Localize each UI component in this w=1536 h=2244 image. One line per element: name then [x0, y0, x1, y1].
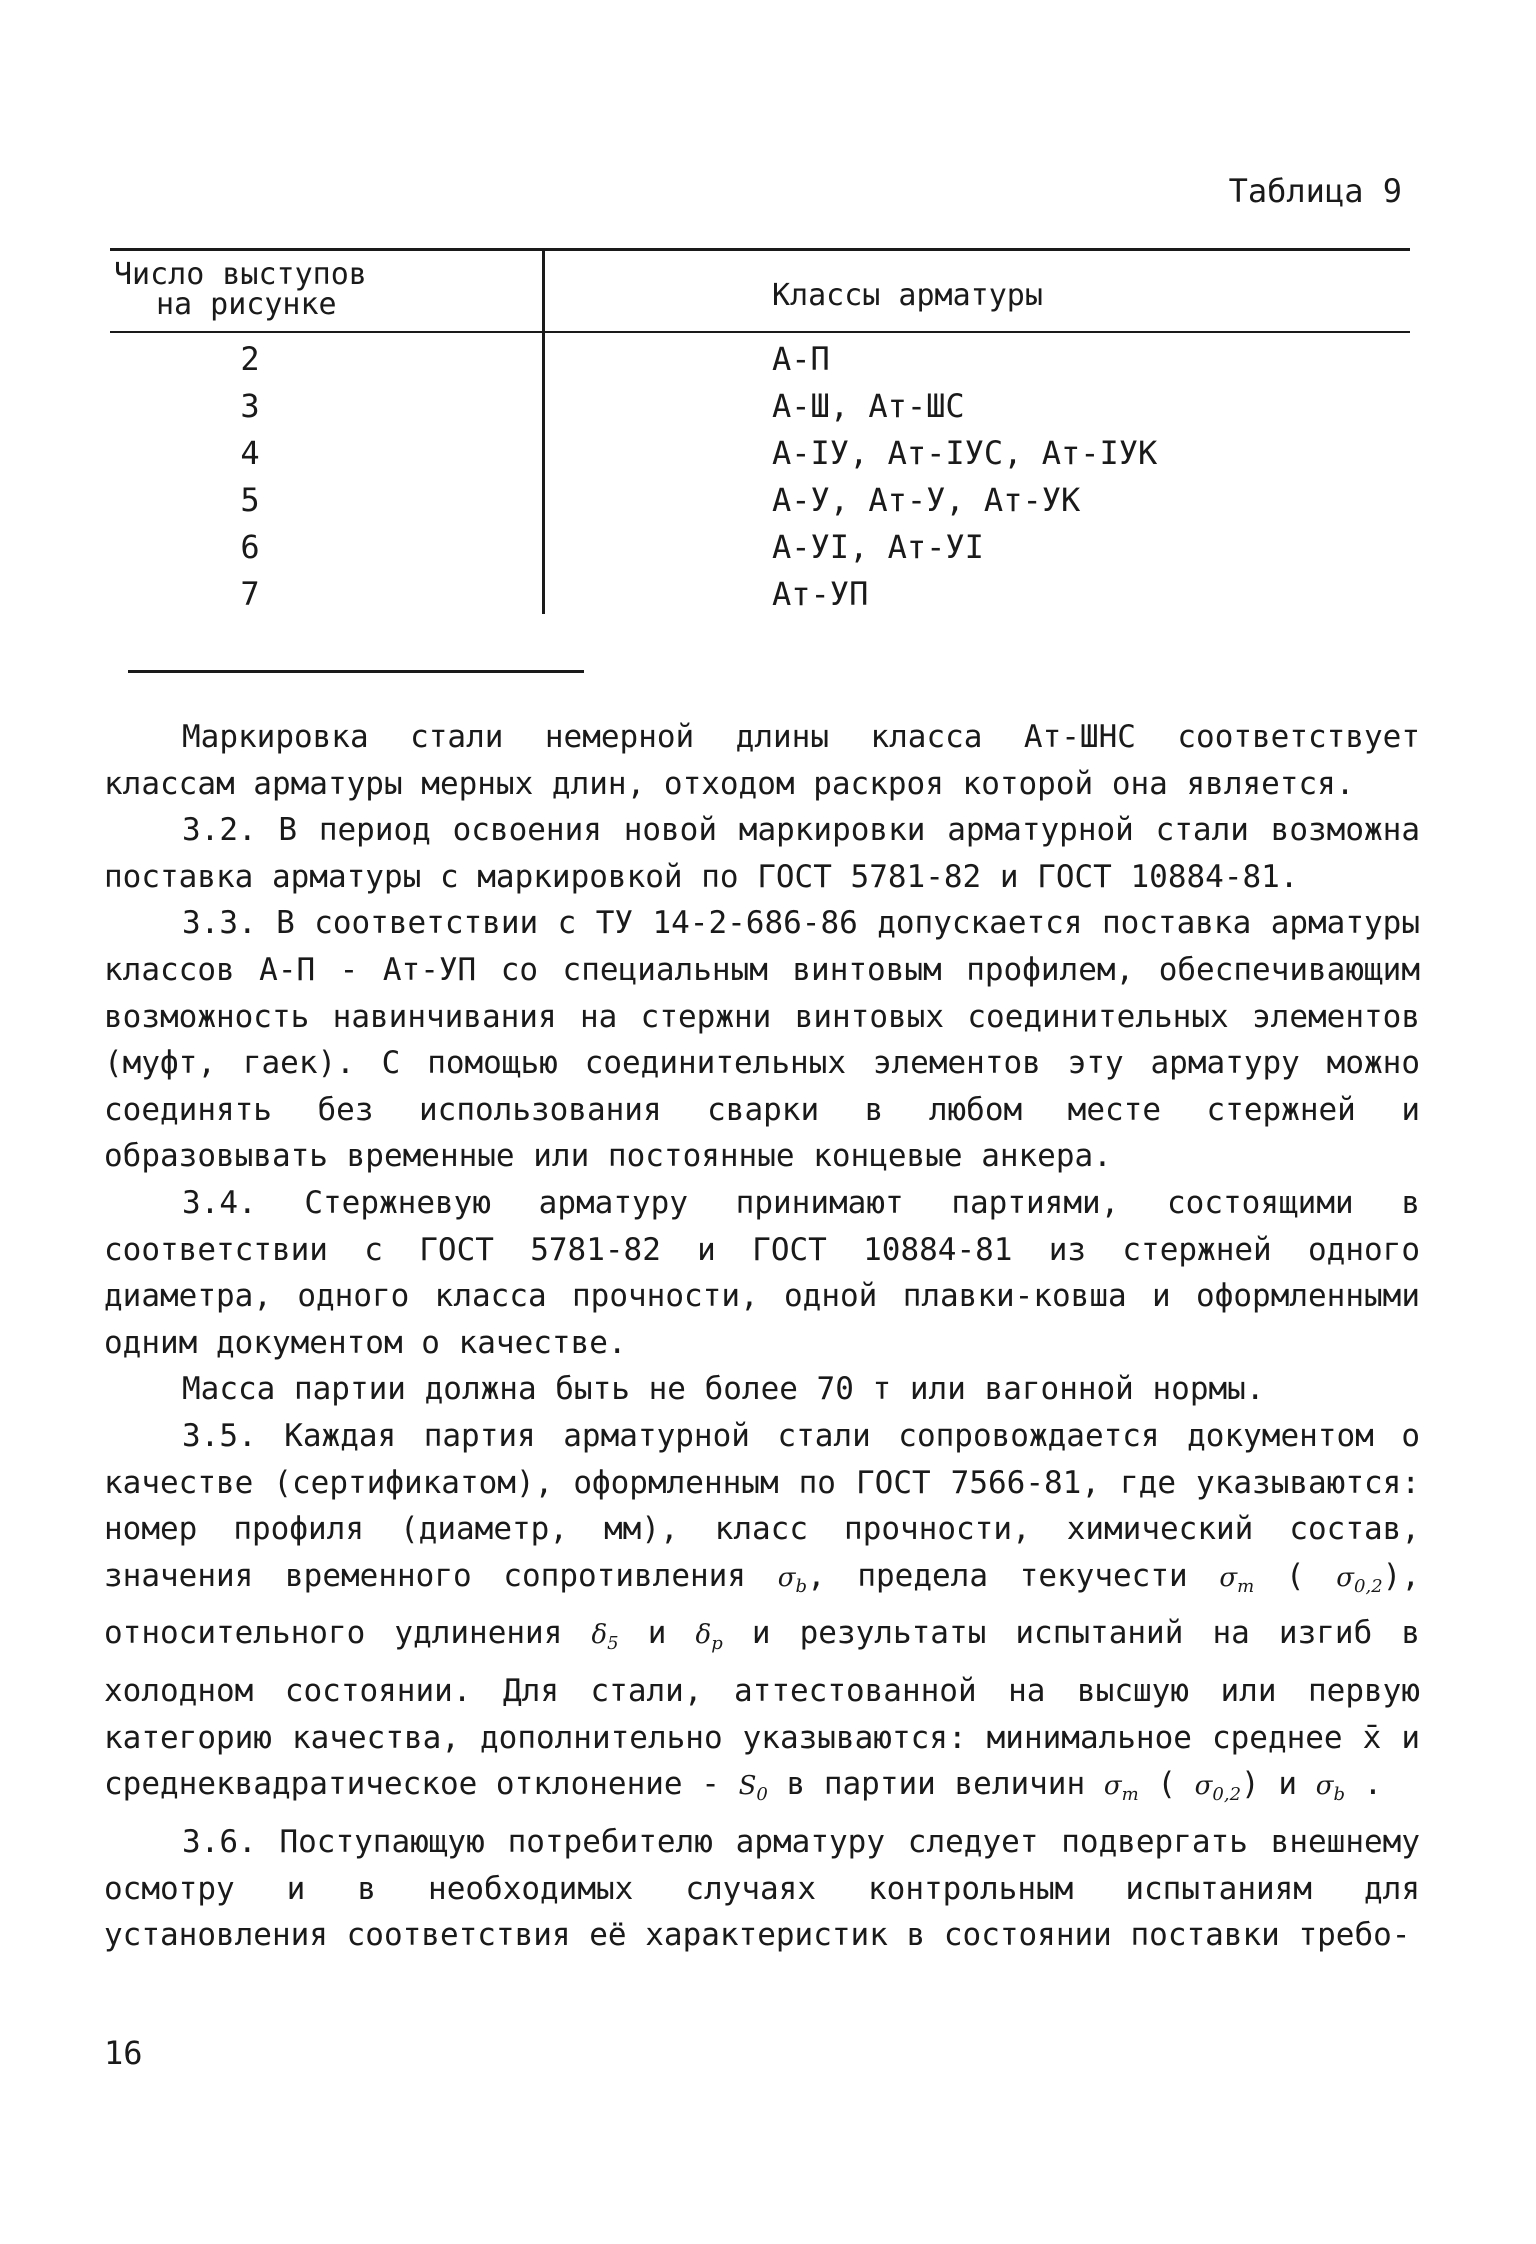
paragraph-marking: Маркировка стали немерной длины класса Ат-ШНС соответствует классам арматуры мерных длин, отходом раскроя которой она является. — [104, 719, 1420, 802]
sigma-02-symbol: $\sigma_{0,2}$ — [1336, 1562, 1383, 1597]
s-0-symbol: $S_0$ — [738, 1771, 768, 1806]
x-bar-symbol: x̄ — [1362, 1719, 1382, 1756]
paragraph-3-2: 3.2. В период освоения новой маркировки арматурной стали возможна поставка арматуры с маркировкой по ГОСТ 5781-82 и ГОСТ 10884-81. — [104, 812, 1420, 895]
paragraph-batch-mass: Масса партии должна быть не более 70 т или вагонной нормы. — [182, 1371, 1265, 1408]
col-header-protrusions: Число выступов на рисунке — [114, 257, 367, 322]
paragraph-3-3: 3.3. В соответствии с ТУ 14-2-686-86 допускается поставка арматуры классов А-П - Ат-УП со специальным винтовым профилем, обеспечивающим возможность навинчивания на стержни винтовых соединительных элементов (муфт, гаек). С помощью соединительных элементов эту арматуру можно соединять без использования сварки в любом месте стержней и образовывать временные или постоянные концевые анкера. — [104, 905, 1420, 1175]
table-row: 6 А-УI, Ат-УI — [240, 528, 984, 566]
sigma-02-symbol: $\sigma_{0,2}$ — [1194, 1771, 1242, 1806]
sigma-t-symbol: $\sigma_т$ — [1103, 1771, 1139, 1806]
delta-p-symbol: $\delta_р$ — [695, 1620, 723, 1655]
footnote-rule — [128, 670, 584, 673]
col-header-classes: Классы арматуры — [772, 278, 1043, 313]
sigma-b-symbol: $\sigma_b$ — [1315, 1771, 1345, 1806]
sigma-t-symbol: $\sigma_т$ — [1219, 1562, 1255, 1597]
table-row: 5 А-У, Ат-У, Ат-УК — [240, 481, 1081, 519]
table-top-rule — [110, 248, 1410, 251]
table-row: 7 Ат-УП — [240, 575, 869, 613]
table-row: 4 А-IУ, Ат-IУС, Ат-IУК — [240, 434, 1158, 472]
delta-5-symbol: $\delta_5$ — [591, 1620, 619, 1655]
body-text — [104, 714, 1420, 1959]
sigma-b-symbol: $\sigma_b$ — [777, 1562, 807, 1597]
table-row: 3 А-Ш, Ат-ШС — [240, 387, 965, 425]
table-caption: Таблица 9 — [1228, 172, 1402, 210]
table-row: 2 А-П — [240, 340, 830, 378]
classes-table — [110, 248, 1410, 620]
table-header-rule — [110, 331, 1410, 333]
paragraph-3-6: 3.6. Поступающую потребителю арматуру следует подвергать внешнему осмотру и в необходимых случаях контрольным испытаниям для установления соответствия её характеристик в состоянии поставки требо- — [104, 1824, 1420, 1954]
page-number: 16 — [104, 2034, 143, 2072]
paragraph-3-5: 3.5. Каждая партия арматурной стали сопровождается документом о качестве (сертификатом), оформленным по ГОСТ 7566-81, где указываются: номер профиля (диаметр, мм), класс прочности, химический состав, значения временного сопротивления $\sigma_b$, предела текучести $\sigma_т$ ( $\sigma_{0,2}$), относительного удлинения $\delta_5$ и $\delta_р$ и результаты испытаний на изгиб в холодном состоянии. Для стали, аттестованной на высшую или первую категорию качества, дополнительно указываются: минимальное среднее x̄ и среднеквадратическое отклонение - $S_0$ в партии величин $\sigma_т$ ( $\sigma_{0,2}$) и $\sigma_b$ . — [104, 1417, 1421, 1806]
paragraph-3-4: 3.4. Стержневую арматуру принимают партиями, состоящими в соответствии с ГОСТ 5781-82 и ГОСТ 10884-81 из стержней одного диаметра, одного класса прочности, одной плавки-ковша и оформленными одним документом о качестве. — [104, 1184, 1420, 1361]
